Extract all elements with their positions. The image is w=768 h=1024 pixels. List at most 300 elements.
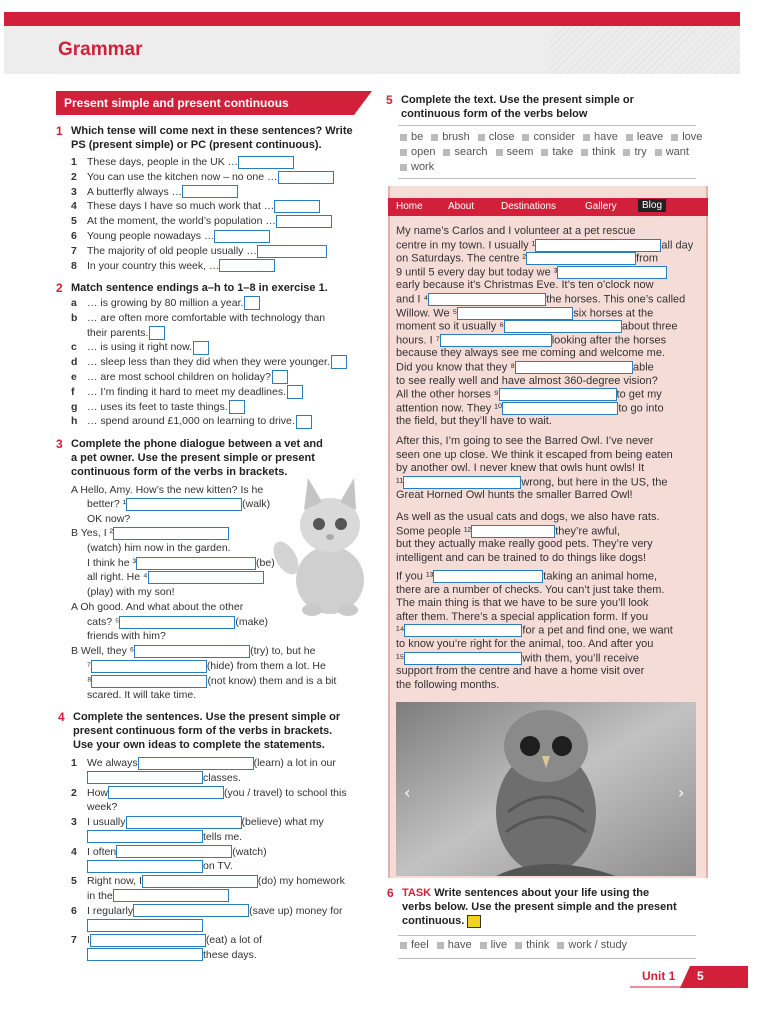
dialogue-text: (play) with my son! [87, 586, 175, 598]
word: feel [411, 939, 429, 951]
dialogue-line [87, 615, 268, 629]
item-text: How [87, 786, 109, 799]
dialogue-text: (walk) [242, 498, 271, 510]
answer-box[interactable] [499, 388, 617, 401]
answer-box[interactable] [87, 771, 203, 784]
ex4-item-cont [87, 830, 242, 844]
item-letter: a [71, 297, 77, 309]
answer-box[interactable] [257, 245, 327, 258]
owl-photo [396, 702, 696, 876]
answer-box[interactable] [142, 875, 258, 888]
item-letter: c [71, 341, 77, 354]
blog-text: My name’s Carlos and I volunteer at a pet rescue [396, 225, 636, 237]
blog-text: the horses. This one’s called [546, 293, 686, 306]
answer-box[interactable] [515, 361, 633, 374]
blog-line [396, 476, 667, 490]
item-text: We always [87, 757, 138, 769]
blog-line [396, 538, 653, 552]
ex1-item [71, 155, 294, 169]
blog-nav [388, 198, 708, 216]
item-number: 3 [71, 816, 77, 828]
unit-label: Unit 1 [642, 969, 676, 983]
word-bank-row [396, 130, 706, 145]
blog-text: by another owl. I never knew that owls hunt owls! It [396, 462, 645, 475]
bullet [400, 942, 407, 949]
dialogue-text: B Yes, I ² [71, 527, 114, 539]
item-text: (you / travel) to school this [224, 786, 347, 799]
blog-text: attention now. They ¹⁰ [396, 402, 503, 415]
dialogue-text: (make) [235, 616, 269, 628]
nav-home[interactable]: Home [396, 201, 423, 212]
answer-box[interactable] [182, 185, 238, 198]
answer-box[interactable] [428, 293, 546, 306]
blog-line [396, 435, 653, 449]
item-letter: h [71, 415, 78, 428]
item-number: 6 [71, 904, 77, 917]
item-text: I often [87, 845, 117, 858]
dialogue-text: scared. It will take time. [87, 689, 197, 701]
ex6-instr-line: verbs below. Use the present simple and the present [402, 901, 677, 913]
word: close [488, 131, 515, 143]
blog-text: from [636, 252, 659, 265]
task-label: TASK [402, 887, 432, 899]
blog-text: to know you’re right for the animal, too. And after you [396, 638, 654, 650]
item-letter: d [71, 356, 78, 369]
item-number: 7 [71, 244, 77, 257]
blog-text: ¹⁴ [396, 624, 405, 637]
word: live [490, 939, 508, 951]
blog-line [396, 597, 649, 611]
ex4-number: 4 [58, 710, 65, 724]
answer-box[interactable] [87, 919, 203, 932]
word: search [454, 146, 488, 158]
item-text: (watch) [232, 845, 267, 858]
item-text: (eat) a lot of [205, 934, 262, 946]
dialogue-text: I think he ³ [87, 557, 137, 569]
blog-text: Willow. We ⁵ [396, 307, 458, 319]
answer-box[interactable] [403, 476, 521, 489]
blog-text: ¹¹ [396, 476, 404, 489]
bullet [515, 942, 522, 949]
ex5-instruction [386, 93, 634, 121]
word: consider [533, 131, 576, 143]
blog-line [396, 279, 654, 293]
blog-line [396, 652, 639, 666]
blog-text: to go into [618, 402, 664, 415]
ex2-item [71, 355, 347, 369]
ex4-item-cont [87, 771, 241, 785]
dialogue-line [87, 688, 196, 702]
ex3-instr-line: Complete the phone dialogue between a vet and [71, 438, 323, 450]
bullet [623, 149, 630, 156]
item-number: 7 [71, 934, 77, 946]
item-number: 2 [71, 786, 77, 799]
item-letter: f [71, 385, 75, 398]
item-text: … I’m finding it hard to meet my deadlines. [87, 385, 287, 398]
answer-box[interactable] [214, 230, 270, 243]
blog-text: because they always see me coming and welcome me. [396, 347, 666, 360]
divider [398, 935, 696, 936]
answer-box[interactable] [471, 525, 555, 538]
blog-line [396, 334, 666, 348]
word: work / study [568, 939, 628, 951]
ex2-number: 2 [56, 281, 63, 295]
answer-box[interactable] [504, 320, 622, 333]
answer-box[interactable] [90, 934, 206, 947]
ex2-item [71, 400, 245, 414]
word: love [682, 131, 703, 143]
word: be [411, 131, 424, 143]
word: seem [506, 146, 534, 158]
answer-box[interactable] [433, 570, 543, 583]
item-text: Right now, I [87, 875, 142, 887]
word: leave [636, 131, 664, 143]
bullet [437, 942, 444, 949]
item-text: A butterfly always … [87, 185, 183, 198]
ex4-instruction [58, 710, 341, 752]
blog-text: to see really well and have almost 360-degree vision? [396, 374, 658, 387]
bullet [400, 134, 407, 141]
ex6-instr-line: Write sentences about your life using the [434, 887, 650, 899]
item-text: I regularly [87, 904, 134, 917]
answer-box[interactable] [404, 652, 522, 665]
answer-box[interactable] [276, 215, 332, 228]
blog-line [396, 552, 646, 566]
item-text: … sleep less than they did when they were younger. [87, 356, 330, 369]
ex5-instr-line: Complete the text. Use the present simple or [401, 94, 634, 106]
item-letter: g [71, 400, 78, 413]
bullet [443, 149, 450, 156]
bullet [480, 942, 487, 949]
dialogue-text: (not know) them and is a bit [207, 675, 337, 687]
blog-line [396, 611, 648, 625]
bullet [478, 134, 485, 141]
blog-line [396, 665, 644, 679]
note-icon [467, 915, 481, 928]
blog-text: seen one up close. We think it escaped from being eaten [396, 448, 673, 461]
word: take [552, 146, 574, 158]
blog-text: hours. I ⁷ [396, 334, 440, 347]
word: brush [442, 131, 470, 143]
ex1-instr-line: Which tense will come next in these sentences? Write [71, 125, 353, 137]
ex4-item [71, 904, 342, 918]
dialogue-text: (watch) him now in the garden. [87, 542, 231, 554]
item-number: 5 [71, 875, 77, 887]
bullet [400, 149, 407, 156]
blog-text: moment so it usually ⁶ [396, 320, 504, 333]
ex4-instr-line: present continuous form of the verbs in brackets. [73, 725, 333, 737]
item-text: … spend around £1,000 on learning to drive. [87, 415, 295, 428]
answer-box[interactable] [244, 296, 260, 310]
blog-text: intelligent and can be trained to do things like dogs! [396, 551, 647, 564]
blog-text: As well as the usual cats and dogs, we also have rats. [396, 511, 660, 523]
item-text: These days, people in the UK … [87, 156, 239, 168]
dialogue-text: all right. He ⁴ [87, 571, 148, 583]
answer-box[interactable] [133, 904, 249, 917]
chevron-left-icon[interactable]: ‹ [404, 783, 411, 802]
item-number: 1 [71, 156, 77, 168]
dialogue-text: ⁸ [87, 675, 92, 687]
answer-box[interactable] [113, 889, 229, 902]
ex2-item [71, 414, 312, 428]
item-text: I usually [87, 816, 126, 828]
item-text: … are most school children on holiday? [87, 371, 271, 383]
divider [398, 178, 696, 179]
blog-line [396, 570, 657, 584]
item-text: You can use the kitchen now – no one … [87, 170, 278, 183]
answer-box[interactable] [404, 624, 522, 637]
answer-box[interactable] [138, 757, 254, 770]
dialogue-line [87, 674, 336, 688]
ex2-item [71, 296, 260, 310]
nav-blog[interactable]: Blog [638, 199, 666, 212]
item-number: 1 [71, 757, 77, 769]
blog-line [396, 511, 660, 525]
answer-box[interactable] [296, 415, 312, 429]
answer-box[interactable] [440, 334, 552, 347]
dialogue-text: (be) [256, 557, 275, 569]
answer-box[interactable] [557, 266, 667, 279]
blog-line [396, 252, 658, 266]
bullet [431, 134, 438, 141]
blog-text: All the other horses ⁹ [396, 388, 499, 401]
blog-text: the following months. [396, 678, 500, 691]
item-text: … are often more comfortable with technology than [87, 311, 326, 324]
section-heading [56, 91, 372, 115]
dialogue-text: ⁷ [87, 660, 91, 672]
answer-box[interactable] [126, 498, 242, 511]
ex4-instr-line: Complete the sentences. Use the present simple or [73, 711, 341, 723]
ex4-item-cont [87, 918, 203, 932]
nav-about[interactable]: About [448, 201, 475, 212]
answer-box[interactable] [457, 307, 573, 320]
blog-line [396, 462, 644, 476]
item-text: In your country this week, … [87, 259, 220, 272]
answer-box[interactable] [119, 616, 235, 629]
bullet [496, 149, 503, 156]
blog-line [396, 638, 653, 652]
ex5-instr-line: continuous form of the verbs below [401, 108, 588, 120]
answer-box[interactable] [113, 527, 229, 540]
word: think [526, 939, 550, 951]
blog-text: taking an animal home, [543, 570, 658, 583]
nav-gallery[interactable]: Gallery [585, 201, 617, 212]
blog-line [396, 293, 685, 307]
bullet [626, 134, 633, 141]
answer-box[interactable] [278, 171, 334, 184]
ex3-instr-line: a pet owner. Use the present simple or present [71, 452, 315, 464]
answer-box[interactable] [91, 675, 207, 688]
ex2-item [71, 311, 325, 325]
blog-line [396, 402, 664, 416]
answer-box[interactable] [87, 830, 203, 843]
item-text: their parents. [87, 326, 149, 339]
answer-box[interactable] [136, 557, 256, 570]
dialogue-line [87, 570, 264, 584]
blog-line [396, 489, 633, 503]
blog-text: Some people ¹² [396, 525, 472, 537]
answer-box[interactable] [87, 860, 203, 873]
item-number: 5 [71, 215, 77, 228]
answer-box[interactable] [126, 816, 242, 829]
chevron-right-icon[interactable]: › [678, 783, 685, 802]
word: think [592, 146, 616, 158]
ex1-number: 1 [56, 124, 63, 138]
blog-line [396, 415, 552, 429]
ex2-instr-line: Match sentence endings a–h to 1–8 in exercise 1. [71, 282, 328, 294]
nav-destinations[interactable]: Destinations [501, 201, 557, 212]
item-text: (believe) what my [241, 816, 324, 828]
bullet [581, 149, 588, 156]
ex1-instruction [56, 124, 353, 152]
blog-text: The main thing is that we have to be sure you’ll look [396, 597, 649, 610]
ex5-number: 5 [386, 93, 393, 107]
ex4-instr-line: Use your own ideas to complete the statements. [73, 739, 325, 751]
answer-box[interactable] [108, 786, 224, 799]
blog-text: Did you know that they ⁸ [396, 361, 515, 374]
ex3-instr-line: continuous form of the verbs in brackets. [71, 466, 288, 478]
blog-line [396, 239, 693, 253]
word: want [665, 146, 689, 158]
ex1-item [71, 259, 275, 273]
ex1-item [71, 170, 334, 184]
dialogue-line [71, 644, 315, 658]
item-text: on TV. [203, 860, 233, 872]
word-bank-row [396, 938, 631, 953]
blog-line [396, 347, 665, 361]
bullet [671, 134, 678, 141]
answer-box[interactable] [134, 645, 250, 658]
ex2-item [71, 340, 209, 354]
dialogue-text: better? ¹ [87, 498, 127, 510]
dialogue-line [87, 659, 326, 673]
dialogue-text: A Oh good. And what about the other [71, 601, 244, 613]
blog-text: If you ¹³ [396, 570, 434, 583]
item-text: Young people nowadays … [87, 230, 215, 242]
blog-text: for a pet and find one, we want [522, 624, 673, 637]
item-text: classes. [203, 771, 241, 784]
dialogue-line [87, 497, 270, 511]
ex4-item-cont [87, 800, 117, 814]
blog-line [396, 525, 620, 539]
dialogue-text: friends with him? [87, 630, 166, 642]
answer-box[interactable] [149, 326, 165, 340]
answer-box[interactable] [238, 156, 294, 169]
answer-box[interactable] [535, 239, 661, 252]
dialogue-text: OK now? [87, 513, 131, 525]
answer-box[interactable] [116, 845, 232, 858]
item-number: 3 [71, 185, 77, 198]
answer-box[interactable] [272, 370, 288, 384]
item-text: (do) my homework [257, 875, 345, 887]
ex1-item [71, 214, 332, 228]
item-text: … uses its feet to taste things. [87, 400, 228, 413]
item-text: These days I have so much work that … [87, 200, 275, 213]
answer-box[interactable] [193, 341, 209, 355]
bullet [655, 149, 662, 156]
answer-box[interactable] [229, 400, 245, 414]
dialogue-line [87, 541, 231, 555]
answer-box[interactable] [274, 200, 320, 213]
word-bank-row [396, 160, 438, 175]
bullet [522, 134, 529, 141]
item-text: … is using it right now. [87, 341, 193, 354]
bullet [400, 164, 407, 171]
blog-line [396, 375, 658, 389]
blog-text: support from the centre and have a home visit over [396, 665, 645, 678]
ex1-item [71, 185, 238, 199]
ex3-number: 3 [56, 437, 63, 451]
blog-line [396, 449, 673, 463]
word: open [411, 146, 436, 158]
item-text: week? [87, 801, 118, 813]
answer-box[interactable] [331, 355, 347, 369]
answer-box[interactable] [91, 660, 207, 673]
blog-text: but they actually make really good pets. They’re very [396, 538, 653, 551]
item-text: in the [87, 889, 113, 902]
dialogue-text: cats? ⁵ [87, 616, 120, 628]
ex4-item [71, 933, 262, 947]
blog-text: centre in my town. I usually ¹ [396, 239, 536, 251]
ex4-item-cont [87, 859, 233, 873]
item-letter: e [71, 371, 77, 383]
blog-line [396, 307, 653, 321]
dialogue-text: (try) to, but he [250, 645, 316, 657]
blog-text: with them, you’ll receive [522, 652, 640, 664]
ex4-item [71, 874, 345, 888]
dialogue-line [87, 512, 130, 526]
item-number: 6 [71, 230, 77, 242]
item-number: 4 [71, 200, 77, 213]
blog-text: ¹⁵ [396, 652, 405, 664]
ex2-item [71, 326, 165, 340]
dialogue-line [71, 483, 263, 497]
kitten-photo [270, 470, 380, 620]
answer-box[interactable] [219, 259, 275, 272]
answer-box[interactable] [502, 402, 618, 415]
ex4-item [71, 845, 267, 859]
section-title: Present simple and present continuous [64, 96, 289, 110]
ex2-item [71, 385, 303, 399]
ex4-item [71, 756, 336, 770]
answer-box[interactable] [287, 385, 303, 399]
word: have [594, 131, 618, 143]
blog-line [396, 361, 654, 375]
blog-text: after them. There’s a special application form. If you [396, 610, 649, 623]
title-bar [4, 26, 740, 74]
dialogue-text: B Well, they ⁶ [71, 645, 135, 657]
blog-text: looking after the horses [551, 334, 667, 347]
answer-box[interactable] [87, 948, 203, 961]
item-number: 8 [71, 259, 77, 272]
ex2-item [71, 370, 288, 384]
blog-text: 9 until 5 every day but today we ³ [396, 266, 558, 279]
item-text: tells me. [203, 830, 243, 843]
answer-box[interactable] [526, 252, 636, 265]
bullet [583, 134, 590, 141]
item-text: … is growing by 80 million a year. [87, 297, 244, 309]
answer-box[interactable] [148, 571, 264, 584]
blog-text: six horses at the [573, 307, 654, 319]
blog-text: After this, I’m going to see the Barred Owl. I’ve never [396, 435, 654, 447]
word: try [634, 146, 647, 158]
dialogue-line [87, 585, 175, 599]
item-number: 2 [71, 170, 77, 183]
blog-line [396, 624, 673, 638]
item-text: these days. [203, 948, 257, 961]
ex6-instr-line: continuous. [402, 915, 465, 927]
item-text: At the moment, the world’s population … [87, 215, 276, 228]
